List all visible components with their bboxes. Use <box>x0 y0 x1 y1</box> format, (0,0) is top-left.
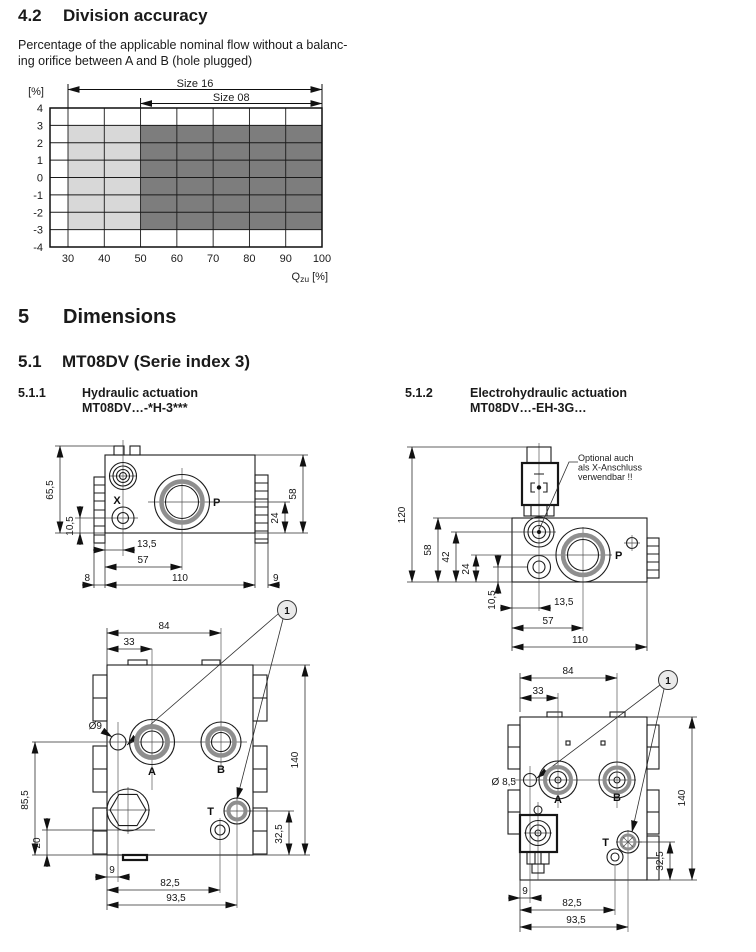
dim-24: 24 <box>461 563 472 575</box>
dim-140: 140 <box>677 789 688 807</box>
port-a-label: A <box>148 766 156 778</box>
dim-13-5: 13,5 <box>137 539 157 550</box>
x-tick-label: 60 <box>170 253 183 265</box>
y-tick-label: 1 <box>36 155 43 168</box>
port-t <box>207 797 251 908</box>
dim-57: 57 <box>542 616 554 627</box>
section-title <box>470 386 627 416</box>
title-line-2: MT08DV…-*H-3*** <box>82 401 188 415</box>
x-tick-label: 50 <box>134 253 147 265</box>
y-tick-label: 2 <box>36 137 43 150</box>
port-a <box>130 649 175 790</box>
dim-85-5: 85,5 <box>20 790 31 810</box>
port-t <box>602 830 642 932</box>
dim-58: 58 <box>288 488 299 500</box>
dim-93-5: 93,5 <box>166 893 186 904</box>
dimensions <box>508 666 697 932</box>
dim-9: 9 <box>109 865 115 876</box>
dim-9: 9 <box>522 886 528 897</box>
title-line-1: Electrohydraulic actuation <box>470 386 627 400</box>
section-title: MT08DV (Serie index 3) <box>62 352 251 371</box>
port-p <box>148 468 220 570</box>
section-5-1-2-heading <box>405 386 627 416</box>
mounting-rails <box>93 675 267 854</box>
section-5-heading <box>18 306 176 329</box>
y-tick-label: -1 <box>33 189 43 202</box>
solenoid <box>520 802 557 880</box>
dim-140: 140 <box>290 751 301 769</box>
x-tick-label: 40 <box>98 253 111 265</box>
dim-33: 33 <box>532 686 544 697</box>
x-tick-label: 30 <box>61 253 75 265</box>
note-line-3: verwendbar !! <box>578 472 633 482</box>
x-axis-label: Qzu [%] <box>291 271 328 284</box>
dim-dia8-5: Ø 8,5 <box>491 777 516 788</box>
section-title: Division accuracy <box>63 6 208 25</box>
dim-58: 58 <box>423 544 434 556</box>
hex-plug <box>106 787 150 834</box>
dim-110: 110 <box>172 573 188 584</box>
y-tick-label: -2 <box>33 207 43 220</box>
title-line-2: MT08DV…-EH-3G… <box>470 401 587 415</box>
size-annotation-label: Size 16 <box>176 78 214 90</box>
section-number: 5.1.2 <box>405 386 433 400</box>
y-tick-label: -4 <box>33 242 43 254</box>
section-title <box>82 386 198 416</box>
port-x-label: X <box>113 495 121 507</box>
section-number: 5.1 <box>18 352 42 371</box>
section-title: Dimensions <box>63 306 177 328</box>
dim-dia9: Ø9 <box>88 721 102 732</box>
dim-10-5: 10,5 <box>487 590 498 610</box>
dim-24: 24 <box>270 512 281 524</box>
intro-line-1: Percentage of the applicable nominal flow without a balanc- <box>18 38 348 52</box>
dim-82-5: 82,5 <box>160 878 180 889</box>
section-5-1-heading <box>18 352 250 372</box>
port-a-label: A <box>554 794 562 806</box>
port-p-label: P <box>213 497 221 509</box>
y-tick-label: 4 <box>36 103 43 115</box>
x-tick-label: 70 <box>207 253 220 265</box>
note-line-1: Optional auch <box>578 453 634 463</box>
port-x <box>75 440 138 556</box>
x-tick-label: 90 <box>279 253 292 265</box>
size-annotation-label: Size 08 <box>212 92 250 104</box>
port-b-label: B <box>613 792 621 804</box>
port-a <box>539 693 577 808</box>
dim-82-5: 82,5 <box>562 898 582 909</box>
title-line-1: Hydraulic actuation <box>82 386 198 400</box>
dim-65-5: 65,5 <box>45 480 56 500</box>
dim-84: 84 <box>562 666 574 677</box>
dim-93-5: 93,5 <box>566 915 586 926</box>
hydraulic-front-view-drawing <box>10 598 350 950</box>
dim-57: 57 <box>137 555 149 566</box>
port-p <box>471 527 640 631</box>
section-number: 5 <box>18 306 30 328</box>
dim-10-5: 10,5 <box>65 516 76 536</box>
dim-42: 42 <box>441 551 452 563</box>
port-t-label: T <box>207 806 214 818</box>
intro-line-2: ing orifice between A and B (hole plugged) <box>18 54 253 68</box>
mounting-rails <box>508 725 659 880</box>
callout-number: 1 <box>665 676 671 687</box>
y-tick-label: -3 <box>33 224 43 237</box>
valve-body <box>508 712 659 880</box>
callout-number: 1 <box>284 606 290 617</box>
dim-33: 33 <box>123 637 135 648</box>
intro-paragraph <box>18 37 347 69</box>
x-tick-label: 100 <box>312 253 332 265</box>
division-accuracy-chart <box>18 78 348 290</box>
port-p-label: P <box>615 550 623 562</box>
section-number: 4.2 <box>18 6 42 25</box>
dim-9: 9 <box>273 573 279 584</box>
target-mark-icon <box>624 535 640 551</box>
x-tick-label: 80 <box>243 253 256 265</box>
port-b-label: B <box>217 764 225 776</box>
note-line-2: als X-Anschluss <box>578 462 643 473</box>
dim-8: 8 <box>84 573 90 584</box>
section-4-2-heading <box>18 6 208 26</box>
section-5-1-1-heading <box>18 386 198 416</box>
port-t-label: T <box>602 837 609 849</box>
y-axis-unit: [%] <box>28 86 44 98</box>
y-tick-label: 0 <box>36 172 43 185</box>
dim-20: 20 <box>32 837 43 849</box>
dim-120: 120 <box>397 506 408 524</box>
dim-110: 110 <box>572 635 588 646</box>
electrohydraulic-top-view-drawing <box>397 443 756 655</box>
dim-84: 84 <box>158 621 170 632</box>
dim-32-5: 32,5 <box>274 824 285 844</box>
electrohydraulic-front-view-drawing <box>420 640 756 952</box>
port-b <box>201 628 241 776</box>
y-tick-label: 3 <box>36 120 43 133</box>
dim-13-5: 13,5 <box>554 597 574 608</box>
dim-32-5: 32,5 <box>655 851 666 871</box>
section-number: 5.1.1 <box>18 386 46 400</box>
